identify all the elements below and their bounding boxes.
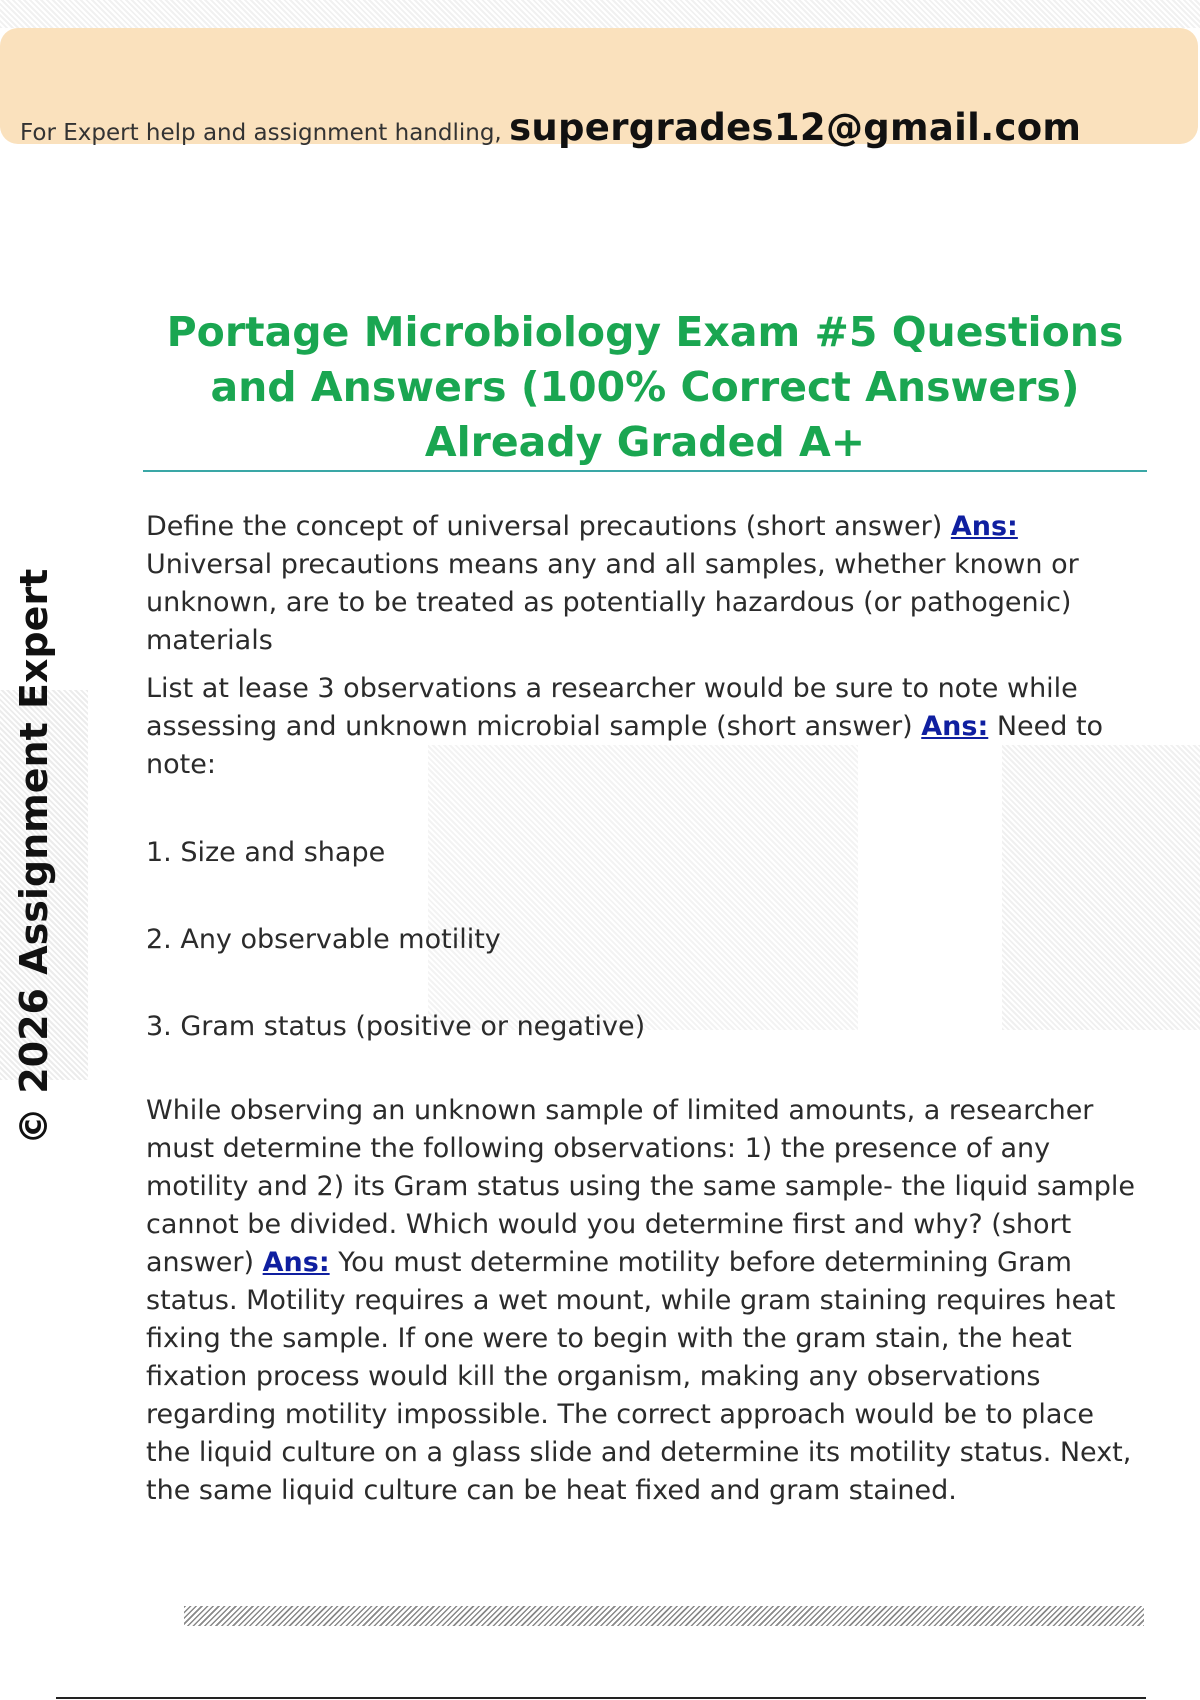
document-title: Portage Microbiology Exam #5 Questions and Answers (100% Correct Answers) Already Graded A+: [166, 308, 1124, 466]
answer-label: Ans:: [262, 1247, 330, 1278]
question-text: Define the concept of universal precautions (short answer): [146, 511, 951, 542]
banner-prefix: For Expert help and assignment handling,: [20, 120, 510, 146]
footer-rule: [56, 1697, 1146, 1699]
background-hatch: [1002, 745, 1200, 1030]
title-divider: [143, 470, 1147, 472]
list-item: 2. Any observable motility: [146, 924, 501, 955]
background-hatch: [428, 745, 858, 1030]
list-item: 1. Size and shape: [146, 837, 386, 868]
answer-label: Ans:: [921, 711, 989, 742]
answer-text: You must determine motility before determining Gram status. Motility requires a wet mount, while gram staining requires heat fixing the sample. If one were to begin with the gram stain, the heat fixation process would kill the organism, making any observations regarding motility impossible. The correct approach would be to place the liquid culture on a glass slide and determine its motility status. Next, the same liquid culture can be heat fixed and gram stained.: [146, 1247, 1132, 1506]
list-item: 3. Gram status (positive or negative): [146, 1011, 646, 1042]
banner-email[interactable]: supergrades12@gmail.com: [509, 106, 1082, 149]
top-hatch-strip: [0, 0, 1200, 28]
footer-hatch-divider: [184, 1606, 1144, 1626]
answer-text: Need to note:: [146, 711, 1104, 780]
watermark-text: © 2026 Assignment Expert: [12, 568, 56, 1145]
qa-item: [146, 670, 1146, 784]
qa-item: [146, 508, 1146, 660]
promo-banner: [0, 28, 1198, 149]
answer-text: Universal precautions means any and all samples, whether known or unknown, are to be treated as potentially hazardous (or pathogenic) materials: [146, 549, 1079, 656]
banner-text: [20, 106, 1081, 149]
qa-item: [146, 1092, 1146, 1510]
question-text: List at lease 3 observations a researcher would be sure to note while assessing and unknown microbial sample (short answer): [146, 673, 1078, 742]
question-text: While observing an unknown sample of limited amounts, a researcher must determine the following observations: 1) the presence of any motility and 2) its Gram status using the same sample- the liquid sample cannot be divided. Which would you determine first and why? (short answer): [146, 1095, 1136, 1278]
answer-label: Ans:: [950, 511, 1018, 542]
